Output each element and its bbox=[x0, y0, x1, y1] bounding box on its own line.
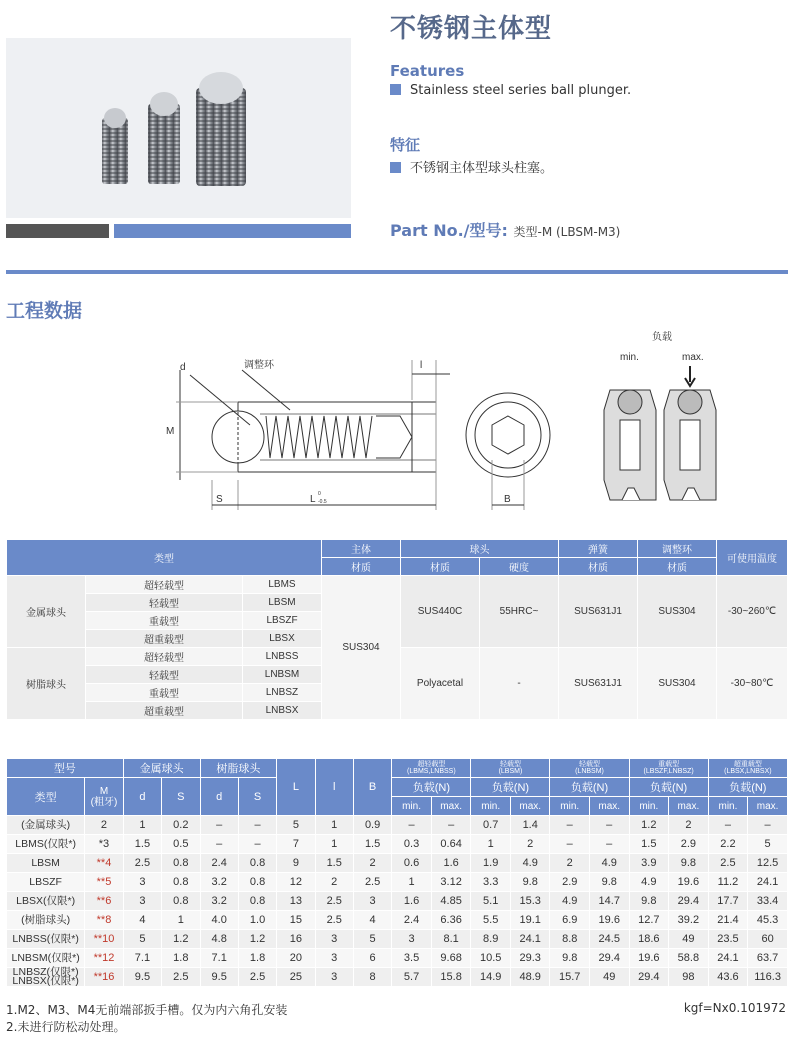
spec-h-max: max. bbox=[748, 797, 788, 816]
spec-cell: – bbox=[238, 835, 276, 854]
features-item: Stainless steel series ball plunger. bbox=[390, 83, 631, 98]
mat-row-name: 超轻载型 bbox=[86, 648, 243, 666]
spec-cell: 1 bbox=[392, 873, 432, 892]
spec-cell: 39.2 bbox=[669, 911, 709, 930]
mat-h-ball: 球头 bbox=[401, 540, 559, 558]
spec-cell: 20 bbox=[277, 949, 315, 968]
spec-cell: 1.6 bbox=[431, 854, 471, 873]
spec-cell: 2.4 bbox=[392, 911, 432, 930]
spec-cell: 3 bbox=[123, 873, 161, 892]
table-row bbox=[7, 873, 788, 892]
table-row bbox=[7, 930, 788, 949]
spec-cell: 9.8 bbox=[589, 873, 629, 892]
note-1: 1.M2、M3、M4无前端部扳手槽。仅为内六角孔安装 bbox=[6, 1003, 288, 1017]
spec-h-load: 负载(N) bbox=[471, 778, 550, 797]
technical-drawing bbox=[150, 330, 740, 520]
table-row bbox=[7, 949, 788, 968]
product-photo bbox=[6, 38, 351, 218]
mat-row-name: 重载型 bbox=[86, 684, 243, 702]
spec-cell: 4.8 bbox=[200, 930, 238, 949]
spec-cell: 2 bbox=[550, 854, 590, 873]
spec-cell: 18.6 bbox=[629, 930, 669, 949]
mat-row-name: 轻载型 bbox=[86, 666, 243, 684]
note-2: 2.未进行防松动处理。 bbox=[6, 1020, 126, 1034]
spec-cell: – bbox=[200, 835, 238, 854]
spec-cell: 48.9 bbox=[510, 968, 550, 987]
spec-h-load: 负载(N) bbox=[392, 778, 471, 797]
spec-cell: 10.5 bbox=[471, 949, 511, 968]
spec-group: 轻载型 (LBSM) bbox=[471, 759, 550, 778]
spec-cell: 29.4 bbox=[669, 892, 709, 911]
spec-cell: 1.0 bbox=[238, 911, 276, 930]
spec-group: 超重载型 (LBSX,LNBSX) bbox=[708, 759, 787, 778]
spec-h-B: B bbox=[353, 759, 391, 816]
mat-row-code: LNBSS bbox=[243, 648, 322, 666]
spec-cell: 4.9 bbox=[510, 854, 550, 873]
part-number-value: 类型-M (LBSM-M3) bbox=[513, 225, 621, 239]
mat-h-hard: 硬度 bbox=[480, 558, 559, 576]
mat-h-mat: 材质 bbox=[322, 558, 401, 576]
spec-cell: 12 bbox=[277, 873, 315, 892]
spec-h-load: 负载(N) bbox=[708, 778, 787, 797]
table-row bbox=[7, 816, 788, 835]
spec-type-label: LBMS(仅限*) bbox=[7, 835, 85, 854]
spec-cell: 1.5 bbox=[315, 854, 353, 873]
bullet-square-icon bbox=[390, 162, 401, 173]
spec-cell: 1.4 bbox=[510, 816, 550, 835]
spec-cell: 2.2 bbox=[708, 835, 748, 854]
mat-row-code: LNBSX bbox=[243, 702, 322, 720]
spec-cell: 3.2 bbox=[200, 892, 238, 911]
spec-cell: 15.3 bbox=[510, 892, 550, 911]
spec-cell: 1 bbox=[315, 835, 353, 854]
spec-cell: 2 bbox=[669, 816, 709, 835]
spec-cell: 45.3 bbox=[748, 911, 788, 930]
spec-cell: 2.9 bbox=[550, 873, 590, 892]
spec-cell: 8 bbox=[353, 968, 391, 987]
spec-type-label: LBSX(仅限*) bbox=[7, 892, 85, 911]
spec-cell: 3 bbox=[315, 968, 353, 987]
spec-cell: 1.2 bbox=[238, 930, 276, 949]
spec-M: **10 bbox=[85, 930, 124, 949]
spec-cell: 5 bbox=[277, 816, 315, 835]
spec-cell: 23.5 bbox=[708, 930, 748, 949]
spec-cell: 1.8 bbox=[162, 949, 200, 968]
spec-h-max: max. bbox=[431, 797, 471, 816]
spec-cell: – bbox=[748, 816, 788, 835]
spec-cell: 63.7 bbox=[748, 949, 788, 968]
spec-h-min: min. bbox=[550, 797, 590, 816]
spec-cell: 19.6 bbox=[589, 911, 629, 930]
spec-cell: – bbox=[200, 816, 238, 835]
spec-cell: 1 bbox=[162, 911, 200, 930]
mat-metal-hard: 55HRC~ bbox=[480, 576, 559, 648]
spec-cell: 4.9 bbox=[589, 854, 629, 873]
spec-cell: 2.5 bbox=[353, 873, 391, 892]
spec-cell: 12.7 bbox=[629, 911, 669, 930]
spec-cell: 16 bbox=[277, 930, 315, 949]
spec-cell: 19.1 bbox=[510, 911, 550, 930]
spec-group: 超轻载型 (LBMS,LNBSS) bbox=[392, 759, 471, 778]
spec-cell: 24.1 bbox=[510, 930, 550, 949]
spec-type-label: (金属球头) bbox=[7, 816, 85, 835]
spec-cell: 8.9 bbox=[471, 930, 511, 949]
spec-cell: – bbox=[392, 816, 432, 835]
spec-h-min: min. bbox=[392, 797, 432, 816]
spec-cell: 9 bbox=[277, 854, 315, 873]
spec-cell: 19.6 bbox=[629, 949, 669, 968]
materials-table bbox=[6, 539, 788, 720]
spec-type-label: LNBSZ(仅限*) LNBSX(仅限*) bbox=[7, 968, 85, 987]
spec-cell: 33.4 bbox=[748, 892, 788, 911]
mat-h-mat: 材质 bbox=[559, 558, 638, 576]
spec-cell: 5 bbox=[123, 930, 161, 949]
tezheng-item: 不锈钢主体型球头柱塞。 bbox=[390, 157, 553, 176]
mat-h-mat: 材质 bbox=[638, 558, 717, 576]
spec-cell: 2.5 bbox=[162, 968, 200, 987]
spec-h-resin: 树脂球头 bbox=[200, 759, 277, 778]
spec-cell: 5 bbox=[353, 930, 391, 949]
dim-B: B bbox=[504, 494, 511, 505]
spec-cell: – bbox=[550, 835, 590, 854]
section-title: 工程数据 bbox=[6, 300, 83, 322]
spec-cell: 1.5 bbox=[629, 835, 669, 854]
spec-cell: 5.5 bbox=[471, 911, 511, 930]
spec-cell: 21.4 bbox=[708, 911, 748, 930]
dim-L-tol-bot: -0.5 bbox=[318, 499, 327, 505]
spec-cell: 7.1 bbox=[200, 949, 238, 968]
spec-h-load: 负载(N) bbox=[629, 778, 708, 797]
table-row bbox=[7, 968, 788, 987]
spec-cell: 6.9 bbox=[550, 911, 590, 930]
spec-M: *3 bbox=[85, 835, 124, 854]
load-label: 负载 bbox=[652, 332, 672, 343]
page-title: 不锈钢主体型 bbox=[390, 14, 553, 44]
spec-cell: 2 bbox=[315, 873, 353, 892]
spec-cell: 8.8 bbox=[550, 930, 590, 949]
dim-d: d bbox=[180, 362, 186, 373]
spec-cell: 3 bbox=[123, 892, 161, 911]
spec-cell: 9.5 bbox=[200, 968, 238, 987]
mat-body: SUS304 bbox=[322, 576, 401, 720]
spec-cell: 2.5 bbox=[123, 854, 161, 873]
mat-row-name: 轻载型 bbox=[86, 594, 243, 612]
mat-h-spring: 弹簧 bbox=[559, 540, 638, 558]
spec-cell: – bbox=[589, 816, 629, 835]
dim-l: l bbox=[420, 360, 423, 371]
spec-cell: 2 bbox=[510, 835, 550, 854]
spec-cell: 4.0 bbox=[200, 911, 238, 930]
spec-cell: 6 bbox=[353, 949, 391, 968]
spec-cell: 0.6 bbox=[392, 854, 432, 873]
spec-cell: 2.5 bbox=[315, 911, 353, 930]
spec-cell: 3.5 bbox=[392, 949, 432, 968]
mat-row-code: LBSM bbox=[243, 594, 322, 612]
spec-cell: 0.8 bbox=[162, 854, 200, 873]
dim-ring: 调整环 bbox=[244, 360, 274, 371]
spec-group: 轻载型 (LNBSM) bbox=[550, 759, 629, 778]
spec-h-S: S bbox=[238, 778, 276, 816]
mat-resin-temp: -30~80℃ bbox=[717, 648, 788, 720]
spec-cell: 43.6 bbox=[708, 968, 748, 987]
spec-cell: 15 bbox=[277, 911, 315, 930]
spec-cell: 49 bbox=[669, 930, 709, 949]
conversion-note: kgf=Nx0.101972 bbox=[683, 1001, 786, 1015]
spec-cell: 58.8 bbox=[669, 949, 709, 968]
mat-row-name: 重载型 bbox=[86, 612, 243, 630]
spec-group: 重载型 (LBSZF,LNBSZ) bbox=[629, 759, 708, 778]
spec-h-model: 型号 bbox=[7, 759, 124, 778]
spec-cell: 19.6 bbox=[669, 873, 709, 892]
mat-metal-group: 金属球头 bbox=[7, 576, 86, 648]
spec-cell: 1.9 bbox=[471, 854, 511, 873]
end-view bbox=[466, 393, 550, 510]
spec-cell: 1 bbox=[315, 816, 353, 835]
spec-M: **6 bbox=[85, 892, 124, 911]
spec-type-label: LBSM bbox=[7, 854, 85, 873]
spec-cell: 0.8 bbox=[238, 854, 276, 873]
spec-cell: 29.4 bbox=[629, 968, 669, 987]
mat-metal-spring: SUS631J1 bbox=[559, 576, 638, 648]
spec-cell: 9.8 bbox=[550, 949, 590, 968]
mat-h-temp: 可使用温度 bbox=[717, 540, 788, 576]
spec-cell: 24.1 bbox=[708, 949, 748, 968]
mat-resin-group: 树脂球头 bbox=[7, 648, 86, 720]
spec-cell: 5.7 bbox=[392, 968, 432, 987]
part-number: Part No./型号: 类型-M (LBSM-M3) bbox=[390, 221, 621, 240]
spec-h-M: M (粗牙) bbox=[85, 778, 124, 816]
spec-h-min: min. bbox=[708, 797, 748, 816]
spec-type-label: LNBSS(仅限*) bbox=[7, 930, 85, 949]
spec-h-l: l bbox=[315, 759, 353, 816]
spec-cell: 24.1 bbox=[748, 873, 788, 892]
spec-cell: 7.1 bbox=[123, 949, 161, 968]
mat-row-code: LBMS bbox=[243, 576, 322, 594]
mat-metal-temp: -30~260℃ bbox=[717, 576, 788, 648]
spec-M: **5 bbox=[85, 873, 124, 892]
spec-cell: – bbox=[708, 816, 748, 835]
spec-cell: 4.85 bbox=[431, 892, 471, 911]
spec-h-min: min. bbox=[471, 797, 511, 816]
mat-row-code: LBSZF bbox=[243, 612, 322, 630]
spec-cell: 2.5 bbox=[315, 892, 353, 911]
spec-cell: 8.1 bbox=[431, 930, 471, 949]
spec-cell: 25 bbox=[277, 968, 315, 987]
load-max-view bbox=[664, 390, 716, 500]
mat-h-mat: 材质 bbox=[401, 558, 480, 576]
spec-M: **16 bbox=[85, 968, 124, 987]
mat-row-name: 超轻载型 bbox=[86, 576, 243, 594]
spec-cell: 0.8 bbox=[238, 873, 276, 892]
spec-cell: 1.2 bbox=[162, 930, 200, 949]
spec-cell: 29.3 bbox=[510, 949, 550, 968]
spec-M: **8 bbox=[85, 911, 124, 930]
spec-cell: 0.8 bbox=[162, 873, 200, 892]
tezheng-heading: 特征 bbox=[390, 136, 421, 154]
spec-cell: 9.68 bbox=[431, 949, 471, 968]
spec-cell: 3 bbox=[315, 949, 353, 968]
spec-type-label: LNBSM(仅限*) bbox=[7, 949, 85, 968]
load-arrow-icon bbox=[685, 366, 695, 386]
mat-resin-ring: SUS304 bbox=[638, 648, 717, 720]
spec-cell: 15.8 bbox=[431, 968, 471, 987]
table-row bbox=[7, 835, 788, 854]
photo-bar-dark bbox=[6, 224, 109, 238]
spec-cell: 1.5 bbox=[123, 835, 161, 854]
spec-cell: 11.2 bbox=[708, 873, 748, 892]
spec-cell: 14.9 bbox=[471, 968, 511, 987]
spec-cell: 7 bbox=[277, 835, 315, 854]
mat-row-code: LNBSM bbox=[243, 666, 322, 684]
dim-M: M bbox=[166, 426, 175, 437]
spec-cell: 9.5 bbox=[123, 968, 161, 987]
spec-cell: 0.5 bbox=[162, 835, 200, 854]
dim-S: S bbox=[216, 494, 223, 505]
mat-h-type: 类型 bbox=[7, 540, 322, 576]
load-max-label: max. bbox=[682, 352, 704, 363]
mat-metal-ring: SUS304 bbox=[638, 576, 717, 648]
spec-cell: 2.5 bbox=[238, 968, 276, 987]
spec-cell: – bbox=[589, 835, 629, 854]
table-row bbox=[7, 854, 788, 873]
spec-cell: 17.7 bbox=[708, 892, 748, 911]
spec-cell: 3.12 bbox=[431, 873, 471, 892]
spec-h-max: max. bbox=[589, 797, 629, 816]
spec-M: **12 bbox=[85, 949, 124, 968]
spec-type-label: (树脂球头) bbox=[7, 911, 85, 930]
spec-cell: 2.9 bbox=[669, 835, 709, 854]
spec-cell: 1 bbox=[123, 816, 161, 835]
side-view bbox=[176, 360, 450, 510]
spec-M: 2 bbox=[85, 816, 124, 835]
spec-cell: 2 bbox=[353, 854, 391, 873]
spec-cell: 3.9 bbox=[629, 854, 669, 873]
spec-cell: – bbox=[238, 816, 276, 835]
spec-cell: 98 bbox=[669, 968, 709, 987]
spec-h-d: d bbox=[200, 778, 238, 816]
spec-h-min: min. bbox=[629, 797, 669, 816]
dim-L-tol-top: 0 bbox=[318, 491, 321, 497]
mat-resin-spring: SUS631J1 bbox=[559, 648, 638, 720]
mat-h-body: 主体 bbox=[322, 540, 401, 558]
mat-row-code: LBSX bbox=[243, 630, 322, 648]
spec-cell: 6.36 bbox=[431, 911, 471, 930]
spec-h-max: max. bbox=[510, 797, 550, 816]
spec-cell: 1.8 bbox=[238, 949, 276, 968]
spec-cell: 3.2 bbox=[200, 873, 238, 892]
spec-h-metal: 金属球头 bbox=[123, 759, 200, 778]
spec-cell: 3 bbox=[353, 892, 391, 911]
mat-resin-ball: Polyacetal bbox=[401, 648, 480, 720]
spec-cell: 1.2 bbox=[629, 816, 669, 835]
spec-cell: 0.8 bbox=[238, 892, 276, 911]
spec-cell: 0.3 bbox=[392, 835, 432, 854]
spec-h-S: S bbox=[162, 778, 200, 816]
spec-cell: 0.2 bbox=[162, 816, 200, 835]
bullet-square-icon bbox=[390, 84, 401, 95]
spec-M: **4 bbox=[85, 854, 124, 873]
table-row bbox=[7, 892, 788, 911]
spec-h-type: 类型 bbox=[7, 778, 85, 816]
spec-cell: 3 bbox=[315, 930, 353, 949]
spec-cell: 4.9 bbox=[550, 892, 590, 911]
spec-h-d: d bbox=[123, 778, 161, 816]
spec-cell: 13 bbox=[277, 892, 315, 911]
spec-h-L: L bbox=[277, 759, 315, 816]
load-min-label: min. bbox=[620, 352, 639, 363]
photo-bar-blue bbox=[114, 224, 351, 238]
spec-cell: 2.5 bbox=[708, 854, 748, 873]
spec-cell: 0.9 bbox=[353, 816, 391, 835]
spec-cell: 0.64 bbox=[431, 835, 471, 854]
spec-cell: 49 bbox=[589, 968, 629, 987]
section-divider bbox=[6, 270, 788, 274]
spec-cell: – bbox=[550, 816, 590, 835]
spec-cell: 116.3 bbox=[748, 968, 788, 987]
mat-resin-hard: - bbox=[480, 648, 559, 720]
load-min-view bbox=[604, 390, 656, 500]
spec-cell: 24.5 bbox=[589, 930, 629, 949]
spec-cell: 4 bbox=[123, 911, 161, 930]
spec-cell: 60 bbox=[748, 930, 788, 949]
spec-cell: 4.9 bbox=[629, 873, 669, 892]
spec-cell: 4 bbox=[353, 911, 391, 930]
spec-h-load: 负载(N) bbox=[550, 778, 629, 797]
spec-cell: 2.4 bbox=[200, 854, 238, 873]
spec-cell: 9.8 bbox=[669, 854, 709, 873]
spec-cell: 5.1 bbox=[471, 892, 511, 911]
spec-cell: 3 bbox=[392, 930, 432, 949]
dim-L: L bbox=[310, 494, 316, 505]
features-heading: Features bbox=[390, 62, 465, 80]
spec-cell: 9.8 bbox=[510, 873, 550, 892]
spec-cell: 3.3 bbox=[471, 873, 511, 892]
mat-row-name: 超重载型 bbox=[86, 702, 243, 720]
spec-cell: 1 bbox=[471, 835, 511, 854]
spec-cell: 14.7 bbox=[589, 892, 629, 911]
spec-cell: 5 bbox=[748, 835, 788, 854]
spec-cell: – bbox=[431, 816, 471, 835]
table-row bbox=[7, 911, 788, 930]
mat-metal-ball: SUS440C bbox=[401, 576, 480, 648]
mat-row-code: LNBSZ bbox=[243, 684, 322, 702]
spec-table bbox=[6, 758, 788, 987]
spec-cell: 12.5 bbox=[748, 854, 788, 873]
spec-cell: 0.8 bbox=[162, 892, 200, 911]
ball-plunger-illustration bbox=[6, 38, 351, 218]
spec-cell: 0.7 bbox=[471, 816, 511, 835]
spec-cell: 15.7 bbox=[550, 968, 590, 987]
spec-type-label: LBSZF bbox=[7, 873, 85, 892]
spec-cell: 9.8 bbox=[629, 892, 669, 911]
mat-row-name: 超重载型 bbox=[86, 630, 243, 648]
spec-cell: 1.5 bbox=[353, 835, 391, 854]
spec-cell: 1.6 bbox=[392, 892, 432, 911]
mat-h-ring: 调整环 bbox=[638, 540, 717, 558]
spec-h-max: max. bbox=[669, 797, 709, 816]
spec-cell: 29.4 bbox=[589, 949, 629, 968]
